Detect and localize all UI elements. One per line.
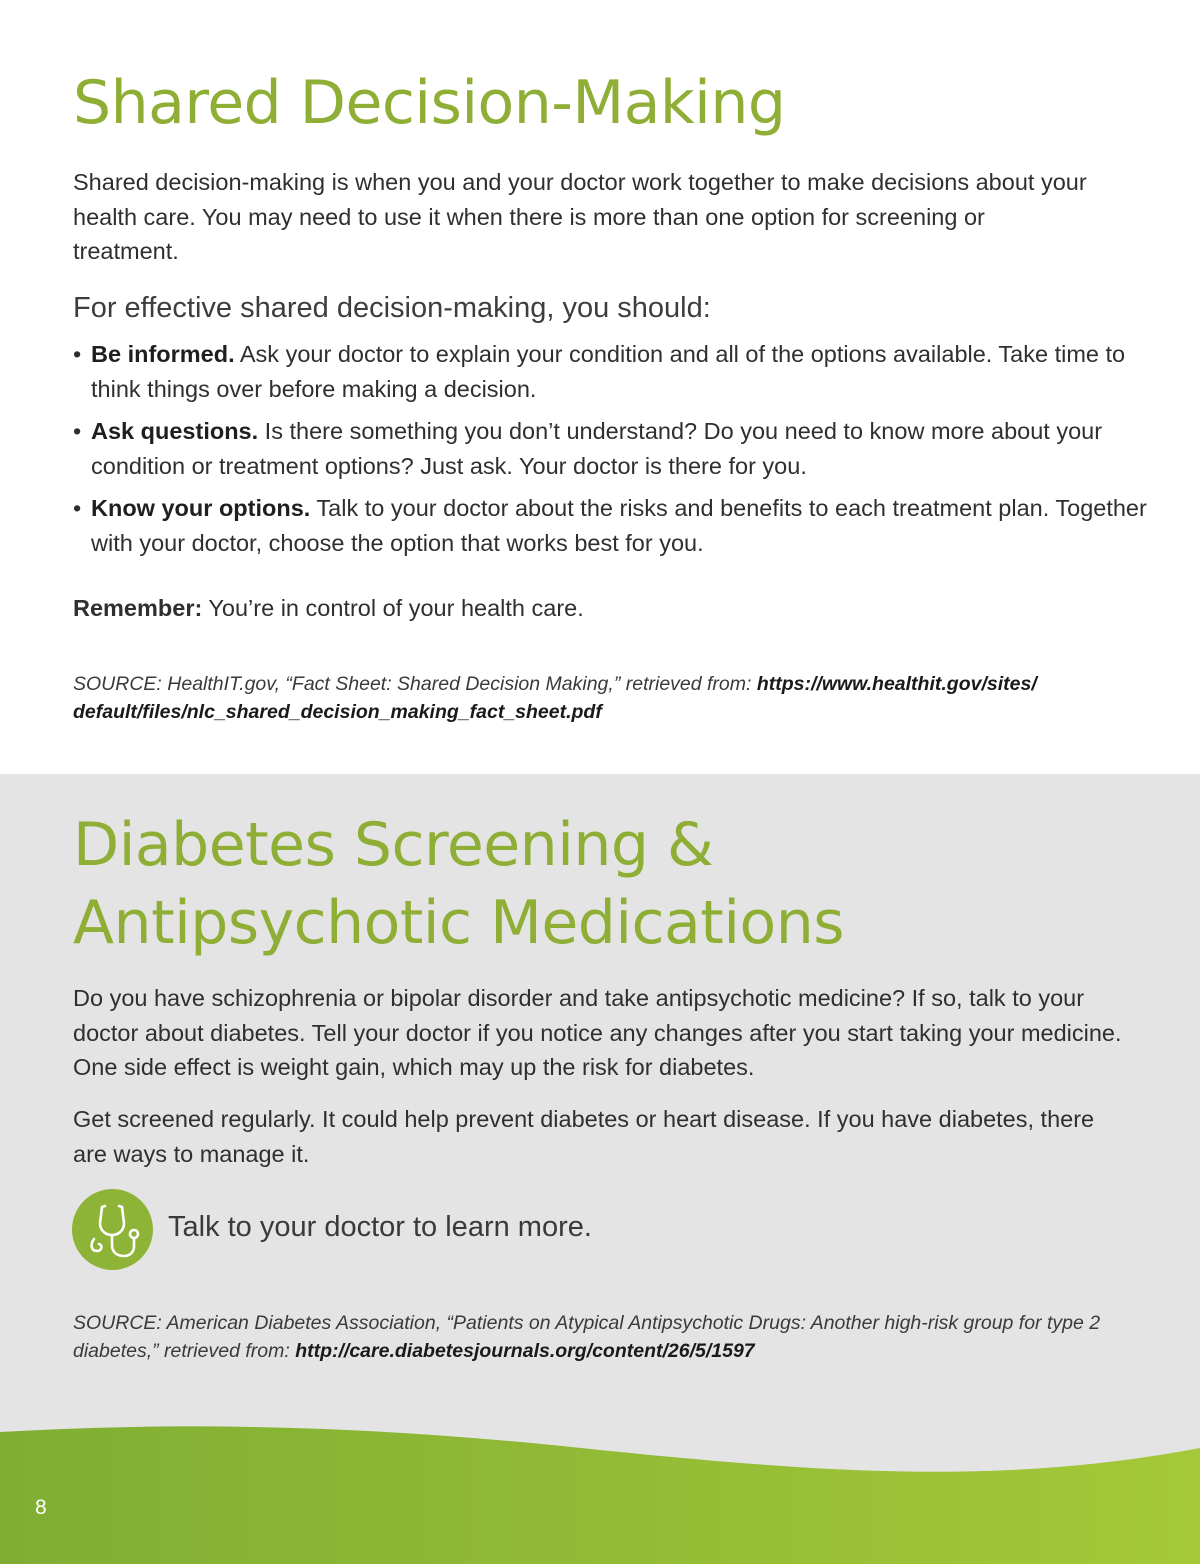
remember-note	[73, 591, 1133, 626]
bullet-lead: Know your options.	[91, 495, 311, 521]
shared-subheading: For effective shared decision-making, you should:	[73, 292, 711, 324]
diabetes-title-line1: Diabetes Screening &	[73, 810, 714, 880]
diabetes-source-citation	[73, 1309, 1153, 1365]
bullet-icon: •	[73, 418, 82, 444]
footer-wave	[0, 1420, 1200, 1564]
list-item	[73, 491, 1153, 560]
source-link[interactable]: https://www.healthit.gov/sites/ default/files/nlc_shared_decision_making_fact_sheet.pdf	[73, 673, 1037, 723]
stethoscope-icon	[72, 1189, 153, 1270]
diabetes-paragraph-2: Get screened regularly. It could help prevent diabetes or heart disease. If you have diabetes, there are ways to manage it.	[73, 1106, 1095, 1167]
remember-label: Remember:	[73, 595, 203, 621]
source-link[interactable]: http://care.diabetesjournals.org/content/26/5/1597	[295, 1340, 755, 1362]
bullet-text: Talk to your doctor about the risks and benefits to each treatment plan. Together with your doctor, choose the option that works best for you.	[91, 495, 1147, 556]
bullet-text: Is there something you don’t understand? Do you need to know more about your condition or treatment options? Just ask. Your doctor is there for you.	[91, 418, 1103, 479]
bullet-icon: •	[73, 495, 82, 521]
shared-decision-section	[0, 0, 1200, 774]
bullet-text: Ask your doctor to explain your condition and all of the options available. Take time to think things over before making a decision.	[91, 341, 1126, 402]
bullet-lead: Be informed.	[91, 341, 235, 367]
cta-text: Talk to your doctor to learn more.	[168, 1211, 592, 1243]
bullet-lead: Ask questions.	[91, 418, 259, 444]
diabetes-title-line2: Antipsychotic Medications	[73, 888, 844, 958]
page-number: 8	[35, 1496, 47, 1519]
shared-source-citation	[73, 670, 1153, 726]
source-text: SOURCE: American Diabetes Association, “Patients on Atypical Antipsychotic Drugs: Another high-risk group for type 2 diabetes,” retrieved from:	[73, 1312, 1101, 1362]
bullet-icon: •	[73, 341, 82, 367]
list-item	[73, 337, 1153, 406]
list-item	[73, 414, 1153, 483]
page-title: Shared Decision-Making	[73, 68, 786, 138]
shared-intro-paragraph: Shared decision-making is when you and your doctor work together to make decisions about your health care. You may need to use it when there is more than one option for screening or treatment.	[73, 169, 1087, 264]
recommendation-list	[73, 337, 1153, 568]
source-text: SOURCE: HealthIT.gov, “Fact Sheet: Shared Decision Making,” retrieved from:	[73, 673, 757, 695]
diabetes-paragraph-1: Do you have schizophrenia or bipolar disorder and take antipsychotic medicine? If so, talk to your doctor about diabetes. Tell your doctor if you notice any changes after you start taking your medicine. One side effect is weight gain, which may up the risk for diabetes.	[73, 985, 1122, 1080]
remember-text: You’re in control of your health care.	[202, 595, 584, 621]
